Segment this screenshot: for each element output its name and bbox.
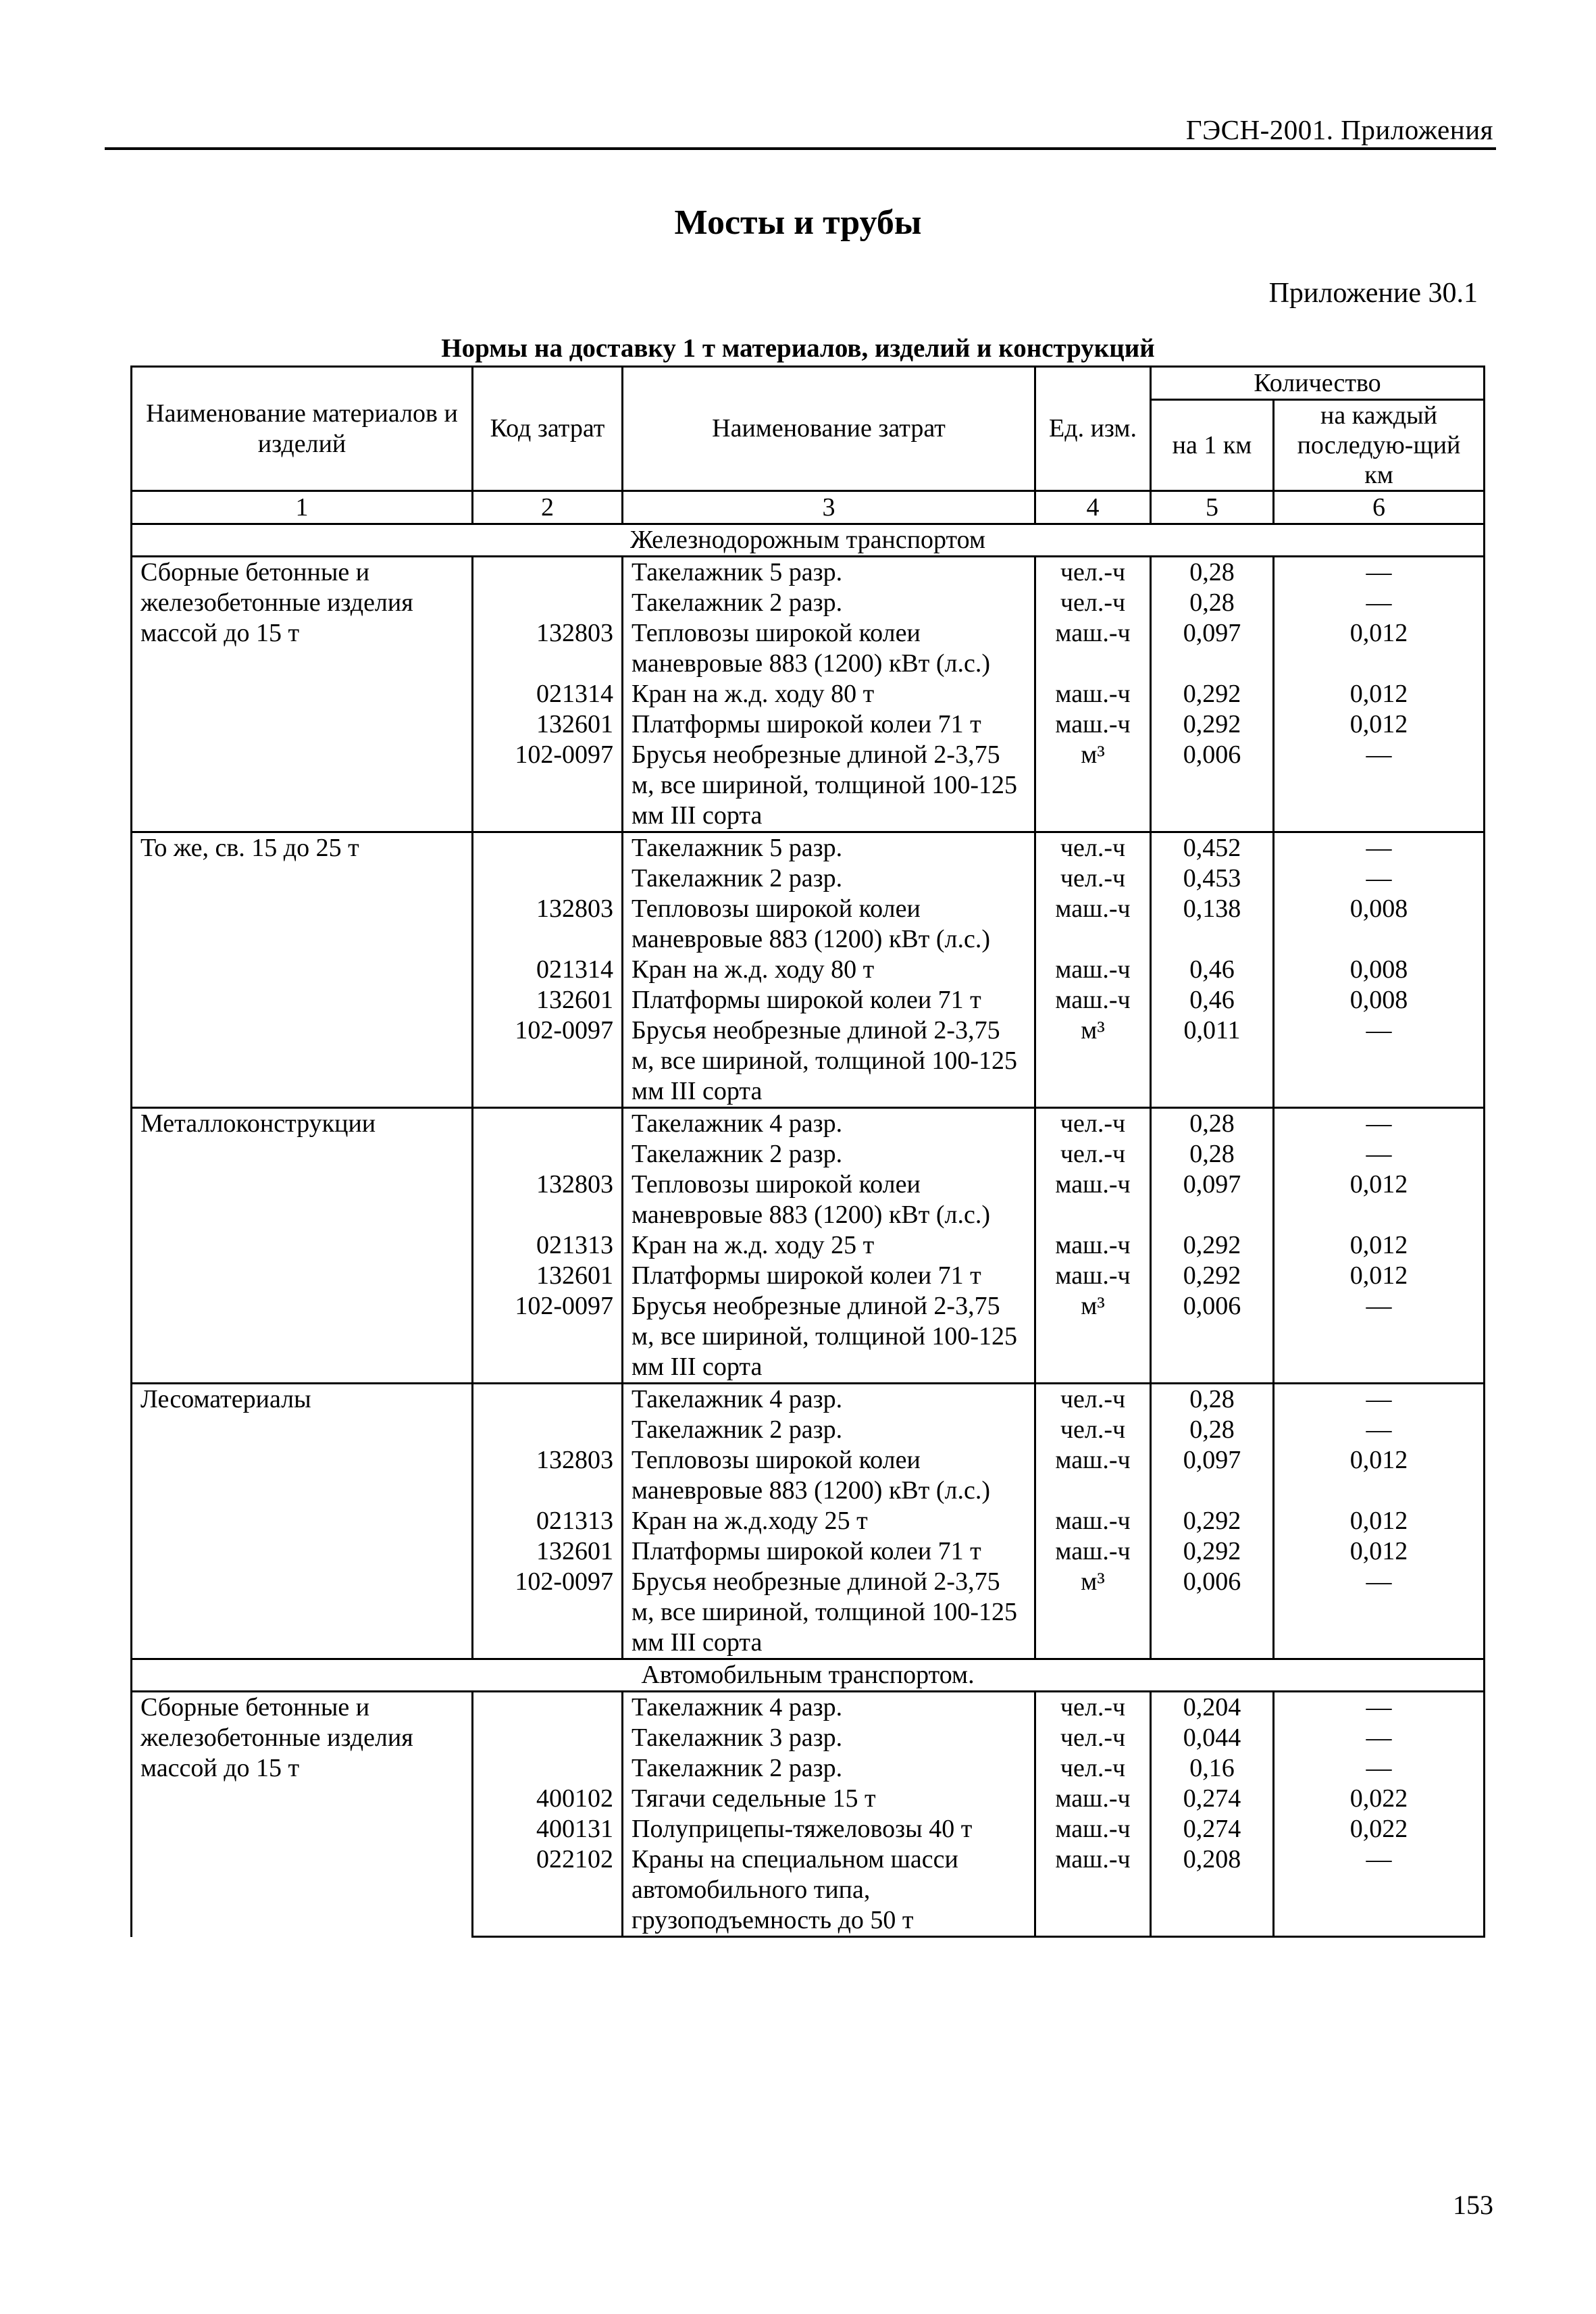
material-name: Сборные бетонные и железобетонные изделия массой до 15 т (132, 1692, 473, 1937)
cost-name: Платформы широкой колеи 71 т (623, 1261, 1035, 1291)
cost-name: Тепловозы широкой колеи маневровые 883 (1200) кВт (л.с.) (623, 1445, 1035, 1506)
cost-code: 021313 (473, 1506, 623, 1536)
quantity-per-next-km: — (1274, 1753, 1485, 1784)
cost-code (473, 1692, 623, 1724)
quantity-per-next-km: 0,022 (1274, 1784, 1485, 1814)
cost-code: 102-0097 (473, 740, 623, 832)
unit: маш.-ч (1035, 894, 1151, 955)
unit: чел.-ч (1035, 1108, 1151, 1140)
cost-code: 022102 (473, 1844, 623, 1937)
cost-name: Кран на ж.д. ходу 80 т (623, 955, 1035, 985)
quantity-per-next-km: 0,012 (1274, 1506, 1485, 1536)
quantity-per-next-km: — (1274, 1844, 1485, 1937)
cost-code: 102-0097 (473, 1567, 623, 1659)
quantity-per-km: 0,292 (1151, 679, 1274, 709)
quantity-per-next-km: — (1274, 1692, 1485, 1724)
material-name: То же, св. 15 до 25 т (132, 832, 473, 1108)
quantity-per-km: 0,208 (1151, 1844, 1274, 1937)
section-row (132, 524, 1485, 557)
quantity-per-km: 0,044 (1151, 1723, 1274, 1753)
quantity-per-km: 0,006 (1151, 740, 1274, 832)
cost-code (473, 1139, 623, 1169)
quantity-per-next-km: 0,008 (1274, 985, 1485, 1015)
cost-code (473, 588, 623, 618)
quantity-per-km: 0,097 (1151, 618, 1274, 679)
cost-code: 400102 (473, 1784, 623, 1814)
cost-code: 021314 (473, 679, 623, 709)
quantity-per-next-km: 0,012 (1274, 618, 1485, 679)
unit: м³ (1035, 1567, 1151, 1659)
table-row (132, 1384, 1485, 1415)
quantity-per-next-km: — (1274, 1291, 1485, 1384)
cost-code: 021314 (473, 955, 623, 985)
column-number: 1 (132, 491, 473, 524)
material-name: Металлоконструкции (132, 1108, 473, 1384)
quantity-per-next-km: — (1274, 557, 1485, 588)
quantity-per-next-km: — (1274, 1415, 1485, 1445)
column-number: 4 (1035, 491, 1151, 524)
cost-name: Брусья необрезные длиной 2-3,75 м, все шириной, толщиной 100-125 мм III сорта (623, 1291, 1035, 1384)
cost-code (473, 1723, 623, 1753)
header-code: Код затрат (473, 367, 623, 491)
header-material: Наименование материалов и изделий (132, 367, 473, 491)
cost-code: 102-0097 (473, 1291, 623, 1384)
cost-name: Платформы широкой колеи 71 т (623, 1536, 1035, 1567)
unit: чел.-ч (1035, 1753, 1151, 1784)
cost-code: 132601 (473, 1536, 623, 1567)
cost-code: 400131 (473, 1814, 623, 1844)
unit: маш.-ч (1035, 955, 1151, 985)
quantity-per-next-km: 0,012 (1274, 1536, 1485, 1567)
unit: маш.-ч (1035, 1536, 1151, 1567)
unit: чел.-ч (1035, 1415, 1151, 1445)
column-number: 3 (623, 491, 1035, 524)
cost-name: Полуприцепы-тяжеловозы 40 т (623, 1814, 1035, 1844)
unit: маш.-ч (1035, 1445, 1151, 1506)
unit: чел.-ч (1035, 832, 1151, 864)
cost-name: Такелажник 2 разр. (623, 1139, 1035, 1169)
quantity-per-next-km: — (1274, 1108, 1485, 1140)
section-row (132, 1659, 1485, 1692)
unit: маш.-ч (1035, 709, 1151, 740)
column-number: 2 (473, 491, 623, 524)
cost-name: Платформы широкой колеи 71 т (623, 709, 1035, 740)
unit: маш.-ч (1035, 1169, 1151, 1230)
unit: чел.-ч (1035, 1692, 1151, 1724)
cost-code: 132601 (473, 1261, 623, 1291)
cost-name: Такелажник 4 разр. (623, 1108, 1035, 1140)
quantity-per-km: 0,006 (1151, 1291, 1274, 1384)
quantity-per-next-km: 0,022 (1274, 1814, 1485, 1844)
cost-name: Брусья необрезные длиной 2-3,75 м, все шириной, толщиной 100-125 мм III сорта (623, 1015, 1035, 1108)
unit: маш.-ч (1035, 1261, 1151, 1291)
header-rule (105, 147, 1496, 150)
norms-table-body (132, 524, 1485, 1937)
quantity-per-km: 0,138 (1151, 894, 1274, 955)
quantity-per-km: 0,28 (1151, 557, 1274, 588)
quantity-per-km: 0,452 (1151, 832, 1274, 864)
cost-name: Кран на ж.д. ходу 80 т (623, 679, 1035, 709)
cost-name: Такелажник 4 разр. (623, 1384, 1035, 1415)
cost-name: Тепловозы широкой колеи маневровые 883 (1200) кВт (л.с.) (623, 894, 1035, 955)
cost-code (473, 1384, 623, 1415)
page-title: Мосты и трубы (674, 203, 922, 242)
norms-table (130, 366, 1485, 1938)
unit: м³ (1035, 1015, 1151, 1108)
quantity-per-km: 0,274 (1151, 1784, 1274, 1814)
table-row (132, 1692, 1485, 1724)
unit: маш.-ч (1035, 1230, 1151, 1261)
cost-name: Такелажник 2 разр. (623, 588, 1035, 618)
quantity-per-km: 0,453 (1151, 863, 1274, 894)
cost-code (473, 1753, 623, 1784)
appendix-label: Приложение 30.1 (1268, 278, 1478, 309)
quantity-per-next-km: 0,012 (1274, 1445, 1485, 1506)
quantity-per-km: 0,292 (1151, 1506, 1274, 1536)
quantity-per-next-km: — (1274, 740, 1485, 832)
cost-name: Кран на ж.д.ходу 25 т (623, 1506, 1035, 1536)
table-row (132, 557, 1485, 588)
quantity-per-km: 0,011 (1151, 1015, 1274, 1108)
unit: маш.-ч (1035, 985, 1151, 1015)
quantity-per-next-km: — (1274, 1723, 1485, 1753)
quantity-per-next-km: 0,012 (1274, 709, 1485, 740)
quantity-per-km: 0,16 (1151, 1753, 1274, 1784)
cost-name: Такелажник 5 разр. (623, 832, 1035, 864)
quantity-per-km: 0,097 (1151, 1445, 1274, 1506)
quantity-per-km: 0,292 (1151, 709, 1274, 740)
quantity-per-km: 0,292 (1151, 1261, 1274, 1291)
quantity-per-km: 0,28 (1151, 1139, 1274, 1169)
header-per-next-km: на каждый последую-щий км (1274, 400, 1485, 491)
cost-name: Такелажник 2 разр. (623, 863, 1035, 894)
cost-name: Брусья необрезные длиной 2-3,75 м, все шириной, толщиной 100-125 мм III сорта (623, 1567, 1035, 1659)
quantity-per-km: 0,006 (1151, 1567, 1274, 1659)
unit: чел.-ч (1035, 1139, 1151, 1169)
table-row (132, 832, 1485, 864)
cost-name: Краны на специальном шасси автомобильного типа, грузоподъемность до 50 т (623, 1844, 1035, 1937)
quantity-per-next-km: 0,012 (1274, 1169, 1485, 1230)
quantity-per-km: 0,292 (1151, 1230, 1274, 1261)
section-title: Автомобильным транспортом. (132, 1659, 1485, 1692)
quantity-per-next-km: — (1274, 863, 1485, 894)
cost-name: Такелажник 5 разр. (623, 557, 1035, 588)
cost-code (473, 863, 623, 894)
material-name: Лесоматериалы (132, 1384, 473, 1659)
quantity-per-km: 0,292 (1151, 1536, 1274, 1567)
cost-code: 132601 (473, 985, 623, 1015)
cost-code: 102-0097 (473, 1015, 623, 1108)
cost-code (473, 1108, 623, 1140)
material-name: Сборные бетонные и железобетонные изделия массой до 15 т (132, 557, 473, 832)
quantity-per-km: 0,204 (1151, 1692, 1274, 1724)
page-number: 153 (1453, 2190, 1493, 2220)
unit: чел.-ч (1035, 588, 1151, 618)
quantity-per-next-km: — (1274, 1139, 1485, 1169)
quantity-per-next-km: — (1274, 1015, 1485, 1108)
header-cost-name: Наименование затрат (623, 367, 1035, 491)
cost-code: 132601 (473, 709, 623, 740)
quantity-per-km: 0,097 (1151, 1169, 1274, 1230)
unit: маш.-ч (1035, 679, 1151, 709)
cost-code (473, 1415, 623, 1445)
column-number: 5 (1151, 491, 1274, 524)
quantity-per-km: 0,46 (1151, 955, 1274, 985)
cost-name: Такелажник 4 разр. (623, 1692, 1035, 1724)
cost-name: Такелажник 3 разр. (623, 1723, 1035, 1753)
table-row (132, 1108, 1485, 1140)
unit: маш.-ч (1035, 1814, 1151, 1844)
unit: м³ (1035, 740, 1151, 832)
quantity-per-next-km: — (1274, 1567, 1485, 1659)
cost-code: 132803 (473, 1445, 623, 1506)
quantity-per-next-km: — (1274, 588, 1485, 618)
cost-name: Брусья необрезные длиной 2-3,75 м, все шириной, толщиной 100-125 мм III сорта (623, 740, 1035, 832)
unit: маш.-ч (1035, 1506, 1151, 1536)
cost-name: Такелажник 2 разр. (623, 1753, 1035, 1784)
cost-code: 132803 (473, 894, 623, 955)
unit: маш.-ч (1035, 1784, 1151, 1814)
unit: чел.-ч (1035, 557, 1151, 588)
quantity-per-next-km: 0,008 (1274, 955, 1485, 985)
section-title: Железнодорожным транспортом (132, 524, 1485, 557)
cost-name: Кран на ж.д. ходу 25 т (623, 1230, 1035, 1261)
table-caption: Нормы на доставку 1 т материалов, изделий и конструкций (441, 334, 1155, 363)
cost-name: Тепловозы широкой колеи маневровые 883 (1200) кВт (л.с.) (623, 618, 1035, 679)
unit: чел.-ч (1035, 1384, 1151, 1415)
quantity-per-next-km: 0,012 (1274, 679, 1485, 709)
cost-code (473, 557, 623, 588)
quantity-per-next-km: — (1274, 1384, 1485, 1415)
cost-code: 132803 (473, 1169, 623, 1230)
quantity-per-km: 0,28 (1151, 588, 1274, 618)
cost-name: Тягачи седельные 15 т (623, 1784, 1035, 1814)
running-header: ГЭСН-2001. Приложения (1185, 114, 1493, 145)
cost-code: 021313 (473, 1230, 623, 1261)
quantity-per-km: 0,46 (1151, 985, 1274, 1015)
unit: чел.-ч (1035, 863, 1151, 894)
header-per-km: на 1 км (1151, 400, 1274, 491)
quantity-per-km: 0,28 (1151, 1415, 1274, 1445)
quantity-per-km: 0,274 (1151, 1814, 1274, 1844)
cost-name: Такелажник 2 разр. (623, 1415, 1035, 1445)
quantity-per-next-km: — (1274, 832, 1485, 864)
header-quantity: Количество (1151, 367, 1485, 400)
unit: чел.-ч (1035, 1723, 1151, 1753)
quantity-per-next-km: 0,008 (1274, 894, 1485, 955)
cost-code: 132803 (473, 618, 623, 679)
cost-name: Платформы широкой колеи 71 т (623, 985, 1035, 1015)
quantity-per-next-km: 0,012 (1274, 1261, 1485, 1291)
cost-name: Тепловозы широкой колеи маневровые 883 (1200) кВт (л.с.) (623, 1169, 1035, 1230)
cost-code (473, 832, 623, 864)
quantity-per-km: 0,28 (1151, 1384, 1274, 1415)
unit: маш.-ч (1035, 1844, 1151, 1937)
quantity-per-next-km: 0,012 (1274, 1230, 1485, 1261)
quantity-per-km: 0,28 (1151, 1108, 1274, 1140)
unit: маш.-ч (1035, 618, 1151, 679)
unit: м³ (1035, 1291, 1151, 1384)
column-number: 6 (1274, 491, 1485, 524)
header-unit: Ед. изм. (1035, 367, 1151, 491)
